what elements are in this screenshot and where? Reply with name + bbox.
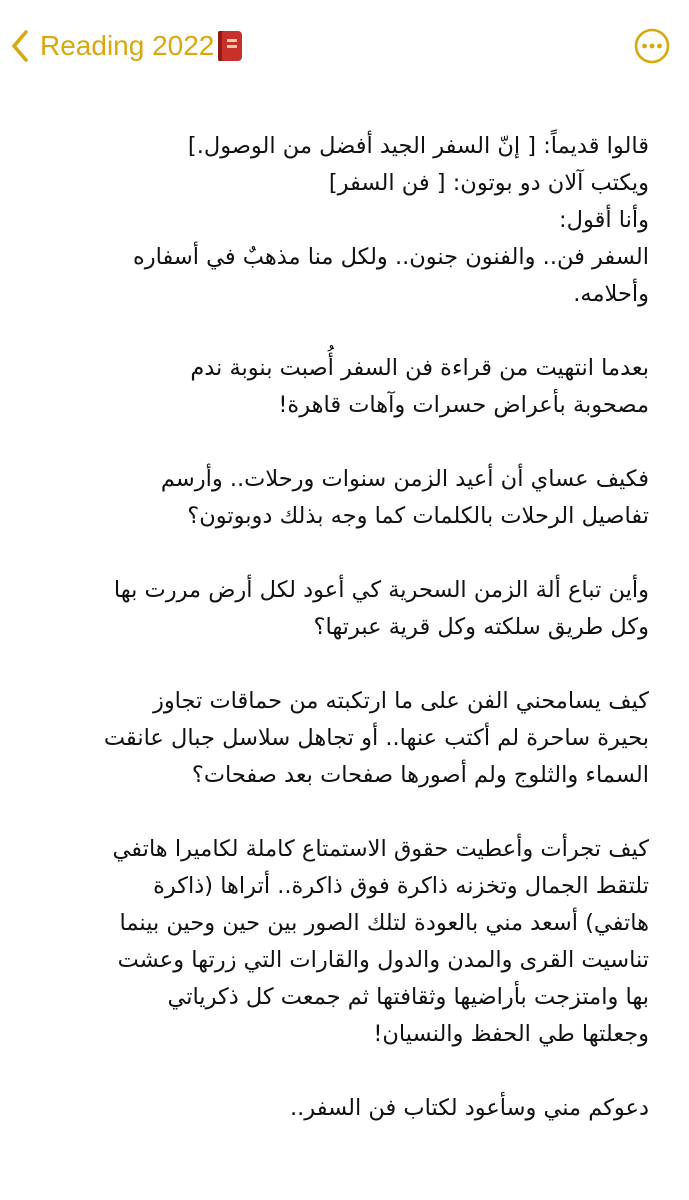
note-line: بحيرة ساحرة لم أكتب عنها.. أو تجاهل سلاسل جبال عانقت bbox=[103, 725, 649, 751]
note-line: وأين تباع ألة الزمن السحرية كي أعود لكل أرض مررت بها bbox=[113, 577, 649, 603]
more-button[interactable] bbox=[634, 28, 670, 64]
note-line: دعوكم مني وسأعود لكتاب فن السفر.. bbox=[289, 1095, 649, 1121]
note-paragraph bbox=[40, 350, 649, 424]
note-line: وكل طريق سلكته وكل قرية عبرتها؟ bbox=[313, 614, 649, 640]
note-line: كيف يسامحني الفن على ما ارتكبته من حماقات تجاوز bbox=[152, 688, 649, 714]
paragraph-spacer bbox=[40, 794, 649, 831]
note-paragraph bbox=[40, 128, 649, 313]
note-line: وأنا أقول: bbox=[559, 207, 649, 233]
note-line: كيف تجرأت وأعطيت حقوق الاستمتاع كاملة لكاميرا هاتفي bbox=[112, 836, 649, 862]
note-line: ويكتب آلان دو بوتون: [ فن السفر] bbox=[328, 170, 649, 196]
note-line: قالوا قديماً: [ إنّ السفر الجيد أفضل من الوصول.] bbox=[187, 133, 649, 159]
paragraph-spacer bbox=[40, 535, 649, 572]
chevron-left-icon bbox=[10, 29, 30, 63]
note-line: وأحلامه. bbox=[573, 281, 649, 307]
back-button[interactable] bbox=[10, 22, 242, 70]
note-line: بعدما انتهيت من قراءة فن السفر أُصبت بنوبة ندم bbox=[190, 355, 649, 381]
note-paragraph bbox=[40, 461, 649, 535]
note-line: تلتقط الجمال وتخزنه ذاكرة فوق ذاكرة.. أتراها (ذاكرة bbox=[153, 873, 649, 899]
back-label: Reading 2022 bbox=[40, 30, 215, 61]
note-line: مصحوبة بأعراض حسرات وآهات قاهرة! bbox=[278, 392, 649, 418]
ellipsis-circle-icon bbox=[634, 28, 670, 64]
note-line: تناسيت القرى والمدن والدول والقارات التي زرتها وعشت bbox=[117, 947, 649, 973]
paragraph-spacer bbox=[40, 1053, 649, 1090]
note-line: فكيف عساي أن أعيد الزمن سنوات ورحلات.. وأرسم bbox=[160, 466, 649, 492]
note-line: تفاصيل الرحلات بالكلمات كما وجه بذلك دوبوتون؟ bbox=[187, 503, 649, 529]
note-line: بها وامتزجت بأراضيها وثقافتها ثم جمعت كل ذكرياتي bbox=[167, 984, 649, 1010]
paragraph-spacer bbox=[40, 313, 649, 350]
paragraph-spacer bbox=[40, 646, 649, 683]
note-paragraph bbox=[40, 831, 649, 1053]
navigation-bar bbox=[0, 0, 689, 92]
paragraph-spacer bbox=[40, 424, 649, 461]
note-line: السماء والثلوج ولم أصورها صفحات بعد صفحات؟ bbox=[191, 762, 649, 788]
note-line: هاتفي) أسعد مني بالعودة لتلك الصور بين حين وحين بينما bbox=[119, 910, 649, 936]
note-line: وجعلتها طي الحفظ والنسيان! bbox=[373, 1021, 649, 1047]
note-paragraph bbox=[40, 683, 649, 794]
note-paragraph bbox=[40, 572, 649, 646]
note-body[interactable] bbox=[40, 128, 649, 1127]
note-line: السفر فن.. والفنون جنون.. ولكل منا مذهبٌ في أسفاره bbox=[132, 244, 649, 270]
note-paragraph bbox=[40, 1090, 649, 1127]
red-book-icon bbox=[218, 31, 242, 61]
